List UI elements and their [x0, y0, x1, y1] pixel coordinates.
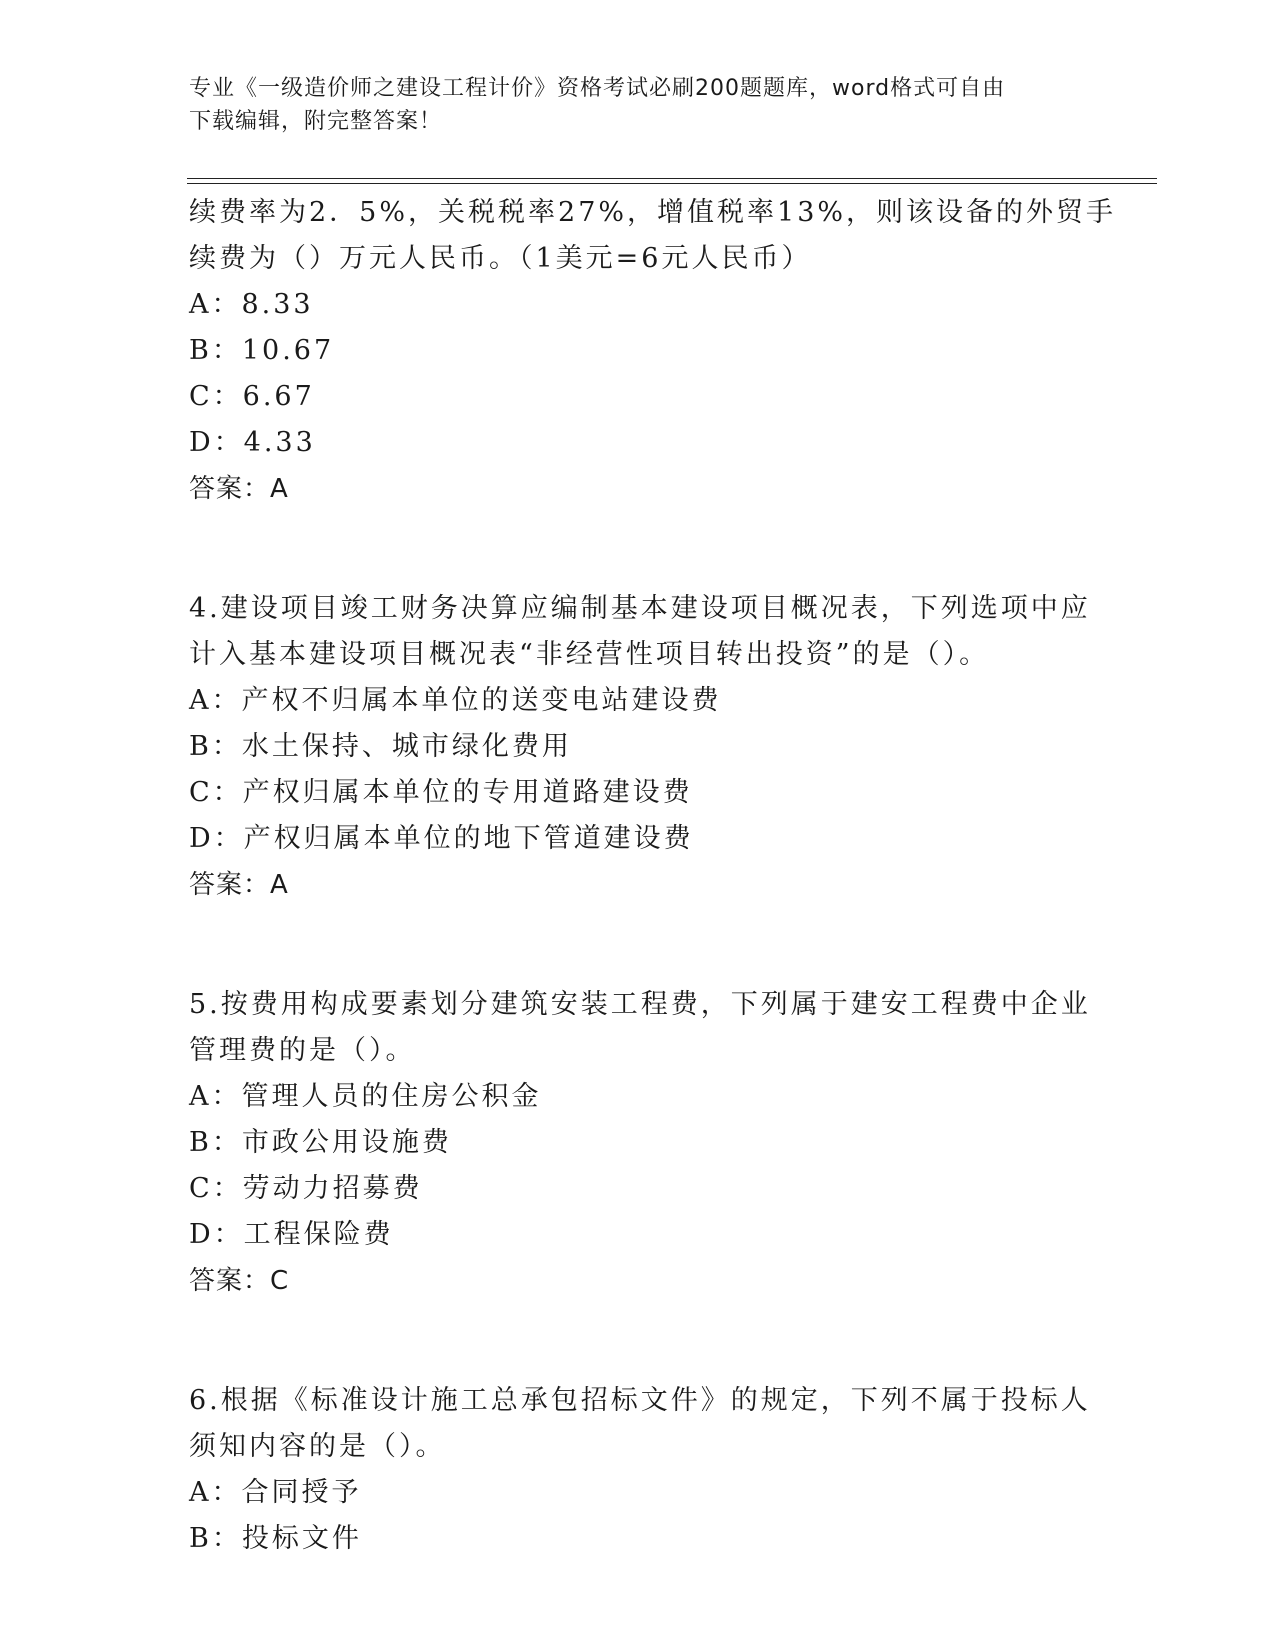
option-d: D：工程保险费 — [189, 1219, 394, 1250]
option-c: C：6.67 — [189, 381, 315, 412]
question-stem-line: 须知内容的是（）。 — [189, 1431, 446, 1462]
document-body — [189, 190, 1117, 1562]
document-header — [189, 72, 1089, 138]
header-divider-bottom — [187, 183, 1157, 184]
header-line-2: 下载编辑，附完整答案！ — [189, 109, 443, 134]
option-c: C：劳动力招募费 — [189, 1173, 423, 1204]
option-b: B：10.67 — [189, 335, 335, 366]
question-stem-line: 续费率为2．5%，关税税率27%，增值税率13%，则该设备的外贸手 — [189, 197, 1117, 228]
header-line-1: 专业《一级造价师之建设工程计价》资格考试必刷200题题库，word格式可自由 — [189, 76, 1006, 101]
question-stem-line: 管理费的是（）。 — [189, 1035, 416, 1066]
option-b: B：投标文件 — [189, 1523, 362, 1554]
answer-line: 答案：A — [189, 870, 289, 900]
question-5 — [189, 982, 1109, 1304]
option-d: D：产权归属本单位的地下管道建设费 — [189, 823, 694, 854]
question-4 — [189, 586, 1109, 908]
option-a: A：合同授予 — [189, 1477, 362, 1508]
option-a: A：产权不归属本单位的送变电站建设费 — [189, 685, 722, 716]
option-b: B：市政公用设施费 — [189, 1127, 452, 1158]
question-6 — [189, 1378, 1109, 1562]
question-stem-line: 4.建设项目竣工财务决算应编制基本建设项目概况表，下列选项中应 — [189, 593, 1091, 624]
option-d: D：4.33 — [189, 427, 316, 458]
question-gap — [189, 512, 1109, 586]
header-divider-top — [187, 178, 1157, 179]
option-a: A：管理人员的住房公积金 — [189, 1081, 542, 1112]
option-b: B：水土保持、城市绿化费用 — [189, 731, 572, 762]
answer-line: 答案：A — [189, 474, 289, 504]
question-stem-line: 计入基本建设项目概况表“非经营性项目转出投资”的是（）。 — [189, 639, 990, 670]
question-stem-line: 6.根据《标准设计施工总承包招标文件》的规定，下列不属于投标人 — [189, 1385, 1091, 1416]
answer-line: 答案：C — [189, 1266, 290, 1296]
question-3 — [189, 190, 1117, 512]
question-stem-line: 续费为（）万元人民币。（1美元=6元人民币） — [189, 243, 812, 274]
question-stem-line: 5.按费用构成要素划分建筑安装工程费，下列属于建安工程费中企业 — [189, 989, 1091, 1020]
option-a: A：8.33 — [189, 289, 314, 320]
option-c: C：产权归属本单位的专用道路建设费 — [189, 777, 693, 808]
question-gap — [189, 1304, 1109, 1378]
question-gap — [189, 908, 1109, 982]
